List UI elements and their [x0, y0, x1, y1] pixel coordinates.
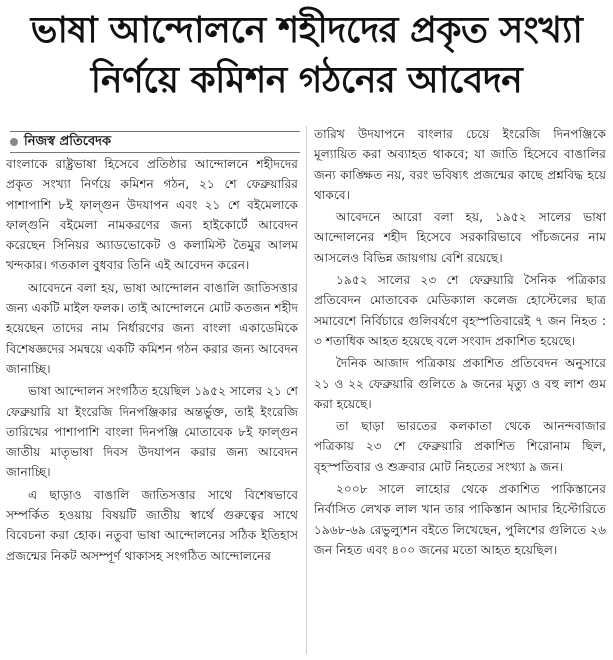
headline	[0, 6, 613, 106]
article-column-left	[6, 154, 298, 654]
headline-line-1: ভাষা আন্দোলনে শহীদদের প্রকৃত সংখ্যা	[30, 10, 583, 51]
bullet-icon	[10, 138, 18, 146]
paragraph: তা ছাড়া ভারতের কলকাতা থেকে আনন্দবাজার পত্রিকায় ২৩ শে ফেব্রুয়ারি প্রকাশিত শিরোনাম ছিল, বৃহস্পতিবার ও শুক্রবার মোট নিহতের সংখ্যা ৯ জন।	[314, 419, 606, 474]
paragraph: ভাষা আন্দোলন সংগঠিত হয়েছিল ১৯৫২ সালের ২১ শে ফেব্রুয়ারি যা ইংরেজি দিনপঞ্জিকার অন্তর্ভুক্ত, তাই ইংরেজি তারিখের পাশাপাশি বাংলা দিনপঞ্জি মোতাবেক ৮ই ফাল্গুন জাতীয় মাতৃভাষা দিবস উদযাপন করার জন্য আবেদন জানাচ্ছি।	[6, 384, 298, 480]
column-divider	[306, 126, 307, 654]
paragraph: বাংলাকে রাষ্ট্রভাষা হিসেবে প্রতিষ্ঠার আন্দোলনে শহীদদের প্রকৃত সংখ্যা নির্ণয়ে কমিশন গঠন, ২১ শে ফেব্রুয়ারির পাশাপাশি ৮ই ফাল্গুন উদযাপন এবং ২১ শে বইমেলাকে ফাল্গুনি বইমেলা নামকরণের জন্য হাইকোর্টে আবেদন করেছেন সিনিয়র অ্যাডভোকেট ও কলামিস্ট তৈমুর আলম খন্দকার। গতকাল বুধবার তিনি এই আবেদন করেন।	[6, 157, 298, 273]
byline	[10, 131, 300, 153]
paragraph: আবেদনে বলা হয়, ভাষা আন্দোলন বাঙালি জাতিসত্তার জন্য একটি মাইল ফলক। তাই আন্দোলনে মোট কতজন শহীদ হয়েছেন তাদের নাম নির্ধারণের জন্য বাংলা একাডেমিকে বিশেষজ্ঞদের সমন্বয়ে একটি কমিশন গঠন করার জন্য আবেদন জানাচ্ছি।	[6, 280, 298, 376]
paragraph: তারিখ উদযাপনে বাংলার চেয়ে ইংরেজি দিনপঞ্জিকে মূল্যায়িত করা অব্যাহত থাকবে; যা জাতি হিসেবে বাঙালির জন্য কাঙ্ক্ষিত নয়, বরং ভবিষ্যৎ প্রজন্মের কাছে প্রশ্নবিদ্ধ হয়ে থাকবে।	[314, 127, 606, 202]
paragraph: ২০০৮ সালে লাহোর থেকে প্রকাশিত পাকিস্তানের নির্বাসিত লেখক লাল খান তার পাকিস্তান আদার হিস্টোরিতে ১৯৬৮-৬৯ রেভুল্যুশন বইতে লিখেছেন, পুলিশের গুলিতে ২৬ জন নিহত এবং ৪০০ জনের মতো আহত হয়েছিল।	[314, 482, 606, 557]
paragraph: দৈনিক আজাদ পত্রিকায় প্রকাশিত প্রতিবেদন অনুসারে ২১ ও ২২ ফেব্রুয়ারি গুলিতে ৯ জনের মৃত্যু ও বহু লাশ গুম করা হয়েছে।	[314, 356, 606, 411]
headline-line-2: নির্ণয়ে কমিশন গঠনের আবেদন	[90, 60, 523, 101]
paragraph: এ ছাড়াও বাঙালি জাতিসত্তার সাথে বিশেষভাবে সম্পর্কিত হওয়ায় বিষয়টি জাতীয় স্বার্থে গুরুত্বের সাথে বিবেচনা করা হোক। নতুবা ভাষা আন্দোলনের সঠিক ইতিহাস প্রজন্মের নিকট অসম্পূর্ণ থাকাসহ সংগঠিত আন্দোলনের	[6, 487, 298, 563]
paragraph: আবেদনে আরো বলা হয়, ১৯৫২ সালের ভাষা আন্দোলনের শহীদ হিসেবে সরকারিভাবে পাঁচজনের নাম আসলেও বিভিন্ন জায়গায় বেশি রয়েছে।	[314, 210, 606, 265]
article-column-right	[314, 124, 606, 654]
byline-text: নিজস্ব প্রতিবেদক	[24, 134, 112, 149]
paragraph: ১৯৫২ সালের ২৩ শে ফেব্রুয়ারি সৈনিক পত্রিকার প্রতিবেদন মোতাবেক মেডিক্যাল কলেজ হোস্টেলের ছাত্র সমাবেশে নির্বিচারে গুলিবর্ষণে বৃহস্পতিবারেই ৭ জন নিহত : ৩ শতাধিক আহত হয়েছে বলে সংবাদ প্রকাশিত হয়েছে।	[314, 273, 606, 348]
